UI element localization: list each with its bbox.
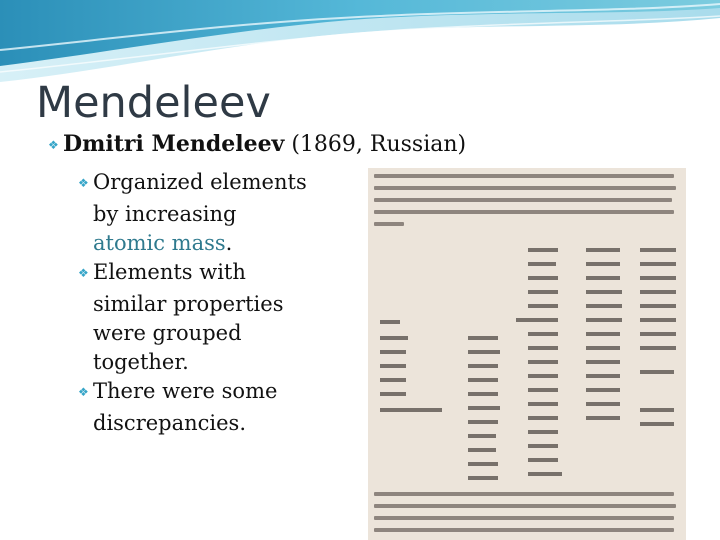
sub-bullet-first-line: There were some bbox=[93, 379, 278, 403]
main-bullet-lead: Dmitri Mendeleev bbox=[63, 131, 285, 157]
sub-bullet-continuation: discrepancies. bbox=[93, 411, 247, 435]
sub-bullet-item bbox=[78, 258, 328, 377]
slide-title: Mendeleev bbox=[36, 78, 271, 128]
bullet-marker-icon: ❖ bbox=[48, 138, 59, 152]
periodic-table-scan-image bbox=[368, 168, 686, 540]
sub-bullet-continuation bbox=[78, 200, 328, 229]
sub-bullet-first-line: Elements with bbox=[93, 260, 246, 284]
periodic-table-scan-icon bbox=[368, 168, 686, 540]
sub-bullet-list bbox=[78, 168, 328, 438]
sub-bullet-punctuation: . bbox=[225, 231, 233, 255]
sub-bullet-item bbox=[78, 168, 328, 258]
bullet-marker-icon: ❖ bbox=[78, 176, 89, 190]
sub-bullet-item bbox=[78, 377, 328, 438]
main-bullet-rest: (1869, Russian) bbox=[284, 132, 467, 157]
sub-bullet-continuation-text: by increasing bbox=[93, 202, 237, 226]
accent-term: atomic mass bbox=[93, 231, 226, 255]
sub-bullet-first-line: Organized elements bbox=[93, 170, 307, 194]
bullet-marker-icon: ❖ bbox=[78, 266, 89, 280]
sub-bullet-continuation bbox=[78, 229, 328, 258]
sub-bullet-continuation: similar properties were grouped together. bbox=[93, 292, 284, 374]
main-bullet bbox=[48, 131, 466, 158]
header-wave-decoration bbox=[0, 0, 720, 90]
bullet-marker-icon: ❖ bbox=[78, 385, 89, 399]
